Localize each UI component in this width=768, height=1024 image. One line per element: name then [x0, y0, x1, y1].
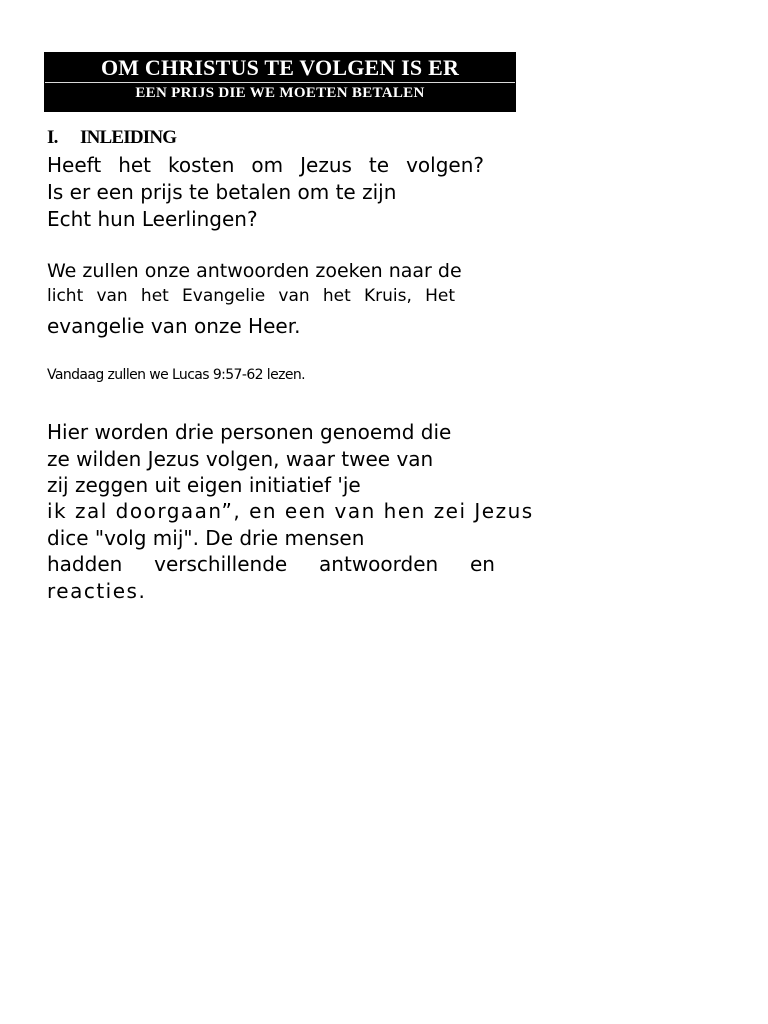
scripture-reference: Vandaag zullen we Lucas 9:57-62 lezen.	[47, 367, 305, 383]
document-title: OM CHRISTUS TE VOLGEN IS ER	[100, 55, 460, 80]
document-subtitle: EEN PRIJS DIE WE MOETEN BETALEN	[135, 85, 425, 101]
paragraph3-line: zij zeggen uit eigen initiatief 'je	[47, 473, 361, 497]
paragraph3-line: reacties.	[47, 579, 147, 603]
paragraph1-line: Echt hun Leerlingen?	[47, 207, 258, 231]
paragraph1-line: Heeft het kosten om Jezus te volgen?	[47, 153, 484, 177]
paragraph2-line: licht van het Evangelie van het Kruis, Het	[47, 286, 455, 306]
section-title: INLEIDING	[80, 127, 177, 148]
title-banner	[44, 52, 516, 112]
section-heading	[47, 127, 176, 149]
paragraph3-line: ze wilden Jezus volgen, waar twee van	[47, 447, 434, 471]
paragraph3-line: Hier worden drie personen genoemd die	[47, 420, 452, 444]
paragraph3-line: ik zal doorgaan”, en een van hen zei Jezus	[47, 499, 534, 523]
paragraph2-line: We zullen onze antwoorden zoeken naar de	[47, 260, 462, 282]
section-number: I.	[47, 127, 58, 148]
title-divider	[45, 82, 515, 83]
paragraph3-line: hadden verschillende antwoorden en	[47, 552, 495, 576]
paragraph1-line: Is er een prijs te betalen om te zijn	[47, 180, 397, 204]
paragraph2-line: evangelie van onze Heer.	[47, 314, 301, 338]
paragraph3-line: dice "volg mij". De drie mensen	[47, 526, 365, 550]
